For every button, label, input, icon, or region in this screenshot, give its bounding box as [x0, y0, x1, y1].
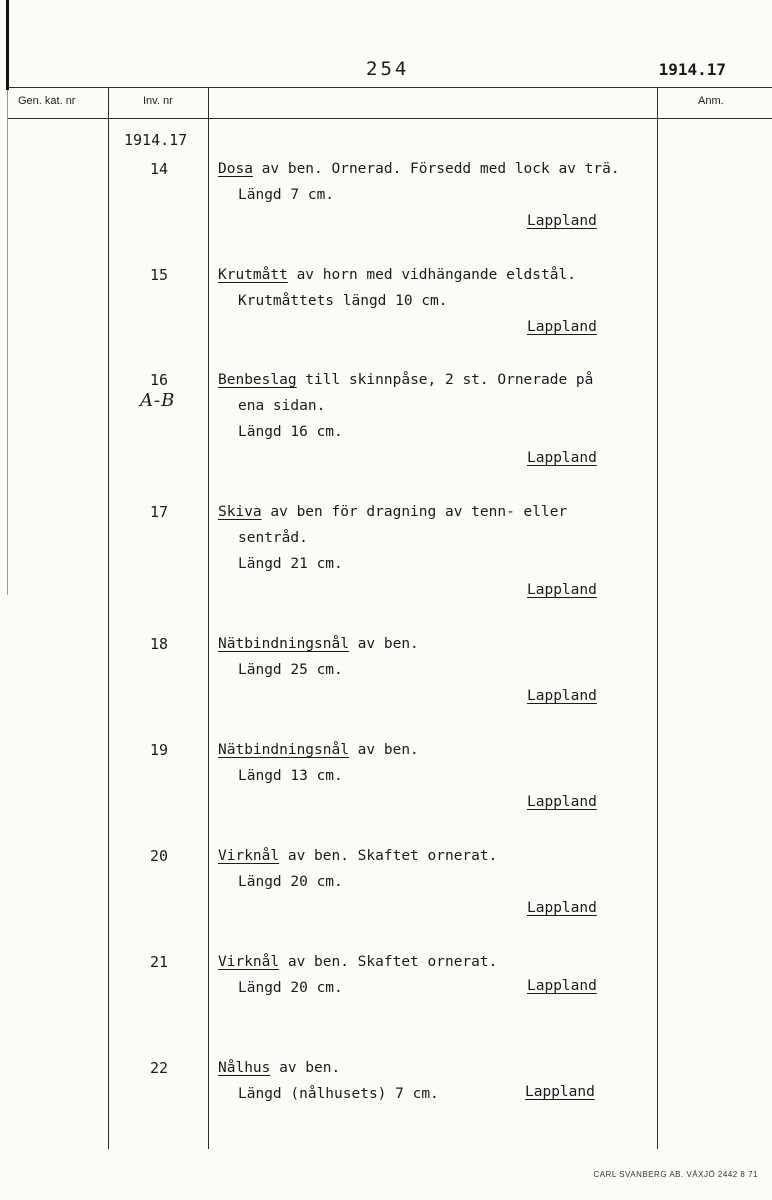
entry-description [218, 156, 620, 208]
object-term: Krutmått [218, 267, 288, 283]
object-term: Skiva [218, 504, 262, 520]
column-divider-2 [208, 87, 209, 1149]
entry-description [218, 843, 497, 895]
object-term: Virknål [218, 954, 280, 970]
description-line: Längd 7 cm. [238, 187, 335, 203]
object-term: Benbeslag [218, 372, 297, 388]
page-number: 254 [366, 58, 410, 80]
description-line: Längd 20 cm. [238, 874, 343, 890]
entry-description [218, 367, 593, 445]
entry-description [218, 499, 567, 577]
provenance-place: Lappland [525, 1084, 595, 1100]
object-term: Nålhus [218, 1060, 271, 1076]
provenance-place: Lappland [527, 213, 597, 229]
object-term: Virknål [218, 848, 280, 864]
description-line: Längd 16 cm. [238, 424, 343, 440]
provenance-place: Lappland [527, 319, 597, 335]
inventory-number: 15 [149, 266, 169, 284]
object-term: Nätbindningsnål [218, 636, 349, 652]
description-text: av ben. Skaftet ornerat. [279, 848, 498, 864]
provenance-place: Lappland [527, 450, 597, 466]
provenance-place: Lappland [527, 978, 597, 994]
description-line: Längd 13 cm. [238, 768, 343, 784]
entry-description [218, 262, 576, 314]
page-year: 1914.17 [658, 60, 726, 79]
inventory-number: 16 [149, 371, 169, 389]
inventory-number: 18 [149, 635, 169, 653]
entry-description [218, 949, 497, 1001]
provenance-place: Lappland [527, 900, 597, 916]
provenance-place: Lappland [527, 794, 597, 810]
inventory-number: 19 [149, 741, 169, 759]
entry-description [218, 737, 419, 789]
header-inv: Inv. nr [143, 95, 173, 107]
provenance-place: Lappland [527, 688, 597, 704]
description-text: till skinnpåse, 2 st. Ornerade på [296, 372, 594, 388]
description-text: av ben för dragning av tenn- eller [261, 504, 568, 520]
description-text: av horn med vidhängande eldstål. [287, 267, 576, 283]
inventory-number: 20 [149, 847, 169, 865]
description-line: Längd 21 cm. [238, 556, 343, 572]
description-text: av ben. Ornerad. Försedd med lock av trä. [252, 161, 620, 177]
description-text: av ben. [270, 1060, 341, 1076]
description-line: Längd 25 cm. [238, 662, 343, 678]
description-line: Längd (nålhusets) 7 cm. [238, 1086, 439, 1102]
entry-description [218, 631, 419, 683]
description-line: ena sidan. [238, 398, 326, 414]
description-line: sentråd. [238, 530, 308, 546]
inventory-year: 1914.17 [124, 131, 188, 149]
object-term: Dosa [218, 161, 253, 177]
description-line: Längd 20 cm. [238, 980, 343, 996]
column-divider-3 [657, 87, 658, 1149]
handwritten-note: A-B [140, 390, 176, 411]
header-gen-kat: Gen. kat. nr [18, 95, 76, 107]
description-text: av ben. [348, 742, 419, 758]
page-edge-bar [6, 0, 9, 90]
printer-mark: CARL SVANBERG AB. VÄXJÖ 2442 8 71 [593, 1170, 758, 1179]
description-text: av ben. Skaftet ornerat. [279, 954, 498, 970]
object-term: Nätbindningsnål [218, 742, 349, 758]
description-text: av ben. [348, 636, 419, 652]
column-divider-1 [108, 87, 109, 1149]
inventory-number: 21 [149, 953, 169, 971]
page-edge-line [7, 90, 8, 595]
header-anm: Anm. [698, 95, 724, 107]
description-line: Krutmåttets längd 10 cm. [238, 293, 448, 309]
entry-description [218, 1055, 439, 1107]
inventory-number: 17 [149, 503, 169, 521]
inventory-number: 22 [149, 1059, 169, 1077]
inventory-number: 14 [149, 160, 169, 178]
provenance-place: Lappland [527, 582, 597, 598]
